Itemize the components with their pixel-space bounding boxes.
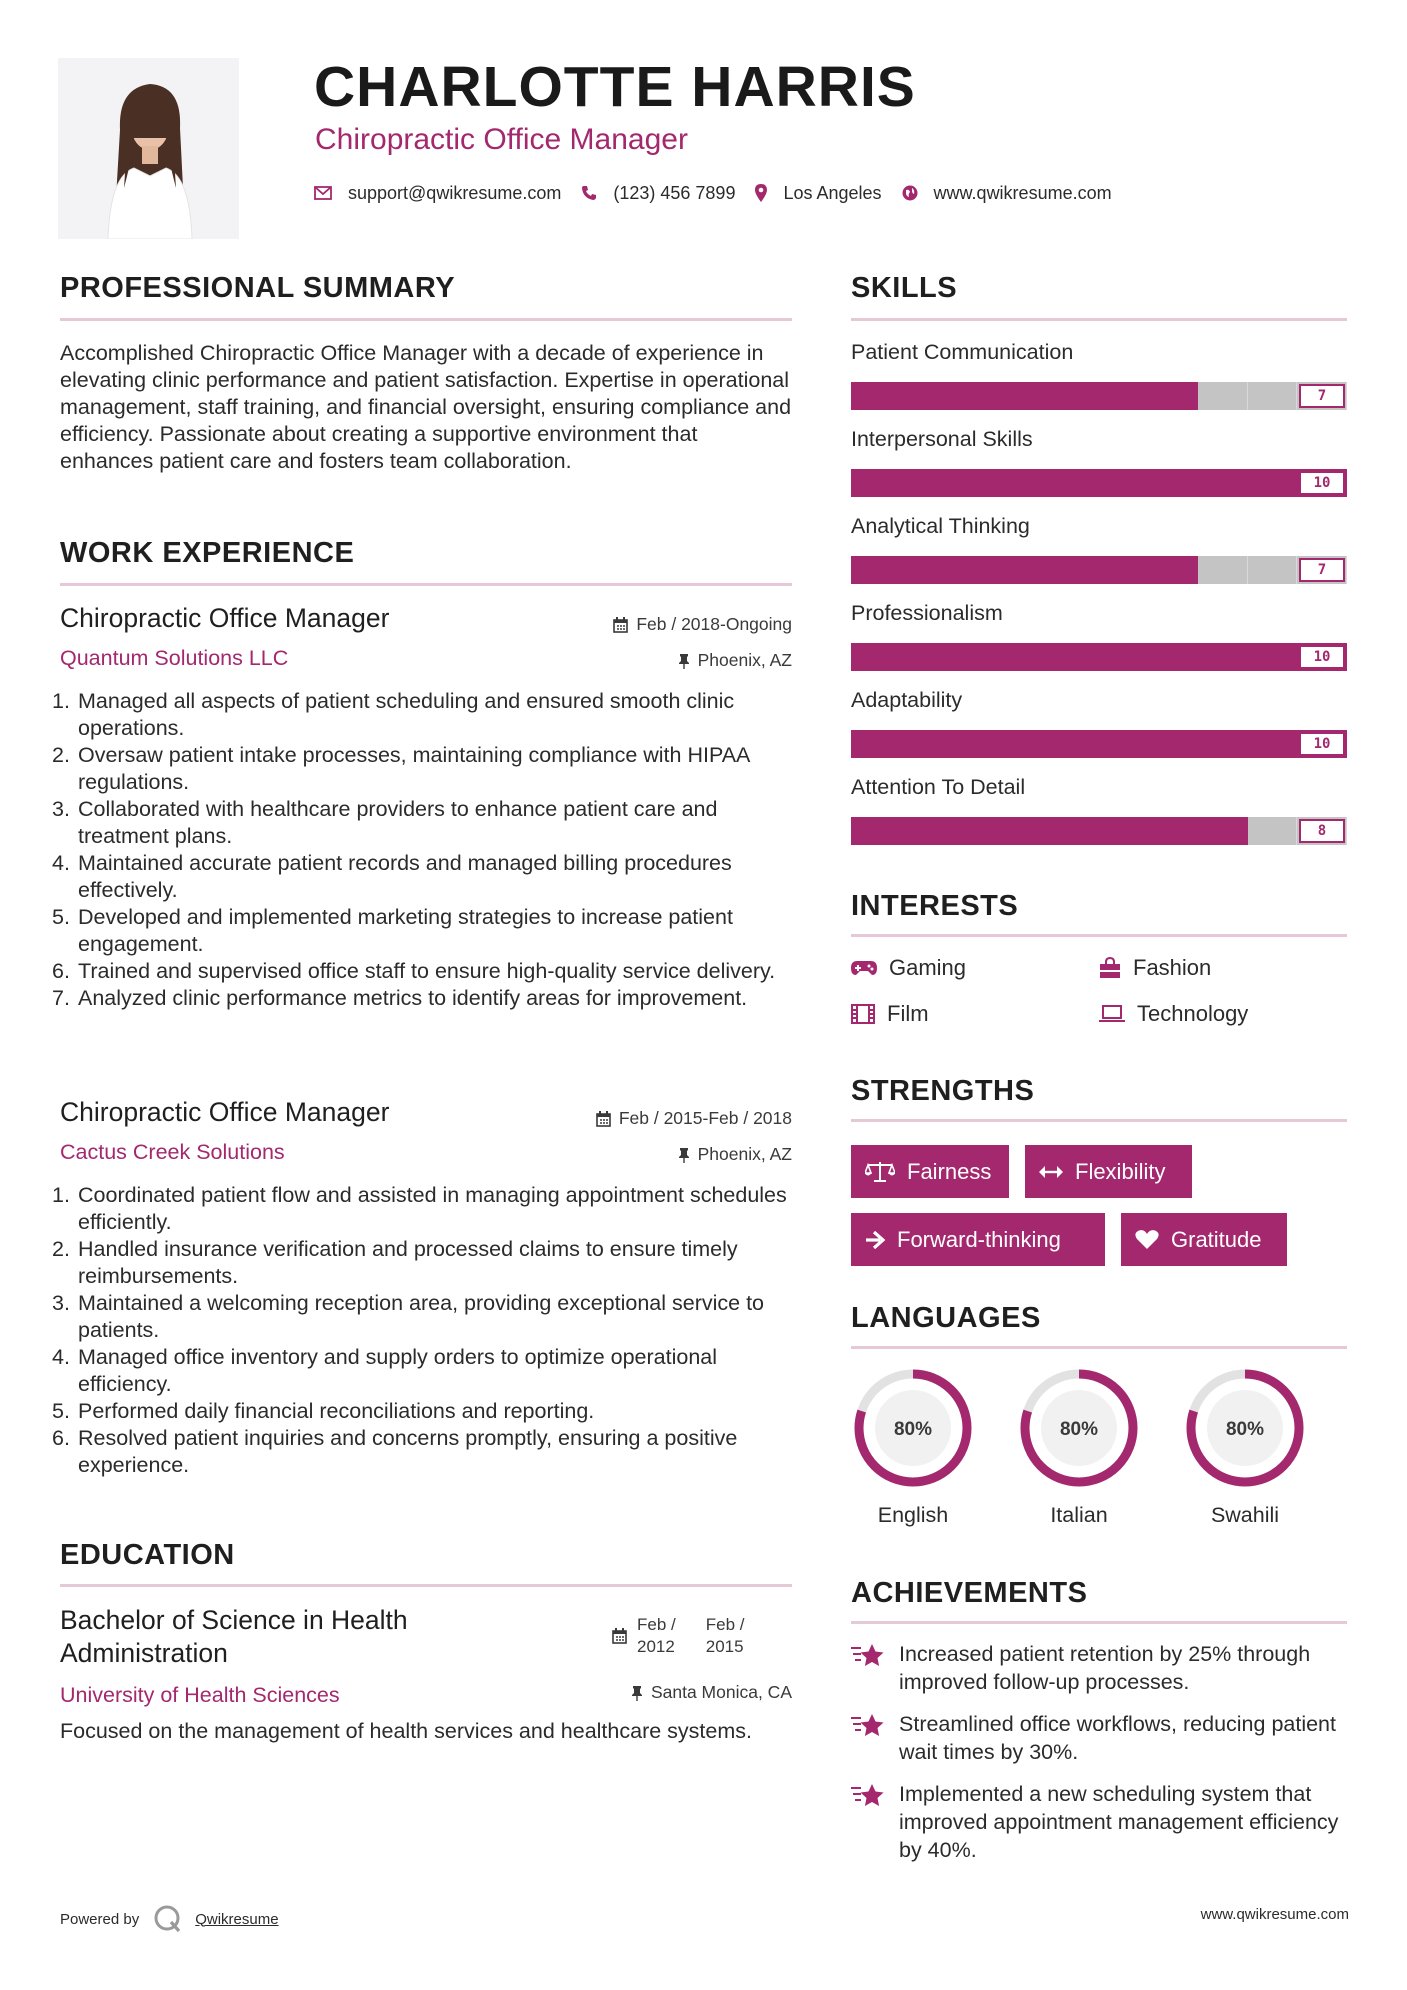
contact-bar	[314, 178, 1132, 208]
pin-icon	[678, 1147, 690, 1163]
job-bullet	[52, 1425, 800, 1479]
bullet-text: Developed and implemented marketing strategies to increase patient engagement.	[78, 905, 733, 956]
job-location	[678, 650, 792, 671]
arrow-right-icon	[865, 1231, 885, 1249]
bullet-text: Trained and supervised office staff to ensure high-quality service delivery.	[78, 959, 776, 983]
job-title: Chiropractic Office Manager	[60, 1097, 390, 1127]
language-percent: 80%	[1059, 1419, 1099, 1440]
email-text: support@qwikresume.com	[348, 182, 562, 203]
interest-label: Film	[887, 1001, 929, 1026]
interest-item	[851, 955, 966, 981]
film-icon	[851, 1004, 875, 1024]
strengths-divider	[851, 1119, 1347, 1122]
skill-label: Attention To Detail	[851, 775, 1026, 799]
calendar-icon	[613, 617, 628, 633]
powered-by-text: Powered by	[60, 1910, 140, 1928]
bullet-number: 5.	[52, 1399, 70, 1423]
job-bullet-list	[52, 1182, 800, 1479]
language-name: Swahili	[1210, 1503, 1280, 1527]
job-bullet	[52, 985, 800, 1012]
strength-chip	[851, 1213, 1105, 1266]
skill-bar-segment	[1198, 556, 1248, 584]
education-start-month: Feb /	[637, 1615, 676, 1634]
skill-bar	[851, 469, 1347, 497]
job-bullet	[52, 796, 800, 850]
language-ring	[851, 1366, 975, 1495]
interest-item	[1099, 955, 1211, 981]
skill-bar-fill	[851, 817, 1248, 845]
interests-heading: INTERESTS	[851, 890, 1019, 922]
bullet-number: 4.	[52, 851, 70, 875]
bullet-number: 4.	[52, 1345, 70, 1369]
contact-email[interactable]	[314, 183, 561, 204]
language-ring-chart	[851, 1366, 975, 1490]
bullet-text: Managed office inventory and supply orders to optimize operational efficiency.	[78, 1345, 718, 1396]
job-bullet	[52, 1182, 800, 1236]
job-bullet	[52, 958, 800, 985]
bullet-text: Resolved patient inquiries and concerns promptly, ensuring a positive experience.	[78, 1426, 738, 1477]
achievements-divider	[851, 1621, 1347, 1624]
skill-bar-fill	[851, 730, 1347, 758]
star-badge-icon	[851, 1712, 885, 1740]
skills-heading: SKILLS	[851, 272, 958, 304]
job-bullet	[52, 904, 800, 958]
phone-icon	[581, 185, 597, 201]
education-dates	[612, 1614, 745, 1658]
language-ring-chart	[1017, 1366, 1141, 1490]
strengths-heading: STRENGTHS	[851, 1075, 1035, 1107]
bullet-text: Maintained accurate patient records and managed billing procedures effectively.	[78, 851, 732, 902]
skill-bar	[851, 556, 1347, 584]
arrows-horizontal-icon	[1039, 1165, 1063, 1179]
summary-text: Accomplished Chiropractic Office Manager with a decade of experience in elevating clinic performance and patient satisfaction. Expertise in operational management, staff training, and financial oversight, ensuring compliance and efficiency. Passionate about creating a supportive environment that enhances patient care and fosters team collaboration.	[60, 341, 792, 473]
bullet-text: Handled insurance verification and processed claims to ensure timely reimbursements.	[78, 1237, 738, 1288]
bullet-number: 6.	[52, 959, 70, 983]
bullet-text: Oversaw patient intake processes, maintaining compliance with HIPAA regulations.	[78, 743, 750, 794]
company-name: Quantum Solutions LLC	[60, 646, 289, 670]
profile-photo	[58, 58, 239, 239]
experience-divider	[60, 583, 792, 586]
map-marker-icon	[755, 184, 767, 202]
website-text: www.qwikresume.com	[933, 182, 1112, 203]
bullet-text: Analyzed clinic performance metrics to identify areas for improvement.	[78, 986, 748, 1010]
education-end-month: Feb /	[705, 1615, 745, 1634]
balance-scale-icon	[865, 1161, 895, 1183]
language-percent: 80%	[893, 1419, 933, 1440]
skill-score-badge: 7	[1299, 558, 1345, 582]
star-badge-icon	[851, 1782, 885, 1810]
skill-score-badge: 10	[1299, 732, 1345, 756]
skill-label: Analytical Thinking	[851, 514, 1030, 538]
bullet-text: Managed all aspects of patient scheduling and ensured smooth clinic operations.	[78, 689, 735, 740]
bullet-number: 3.	[52, 797, 70, 821]
gamepad-icon	[851, 960, 877, 976]
bullet-text: Collaborated with healthcare providers to enhance patient care and treatment plans.	[78, 797, 718, 848]
job-dates-text: Feb / 2018-Ongoing	[636, 614, 792, 634]
strength-chip	[1121, 1213, 1287, 1266]
education-description: Focused on the management of health services and healthcare systems.	[60, 1719, 752, 1743]
bullet-text: Coordinated patient flow and assisted in managing appointment schedules efficiently.	[78, 1183, 787, 1234]
education-location-text: Santa Monica, CA	[650, 1682, 792, 1702]
pin-icon	[631, 1685, 643, 1701]
strength-label: Gratitude	[1171, 1226, 1262, 1252]
languages-divider	[851, 1346, 1347, 1349]
shopping-bag-icon	[1099, 957, 1121, 979]
languages-heading: LANGUAGES	[851, 1302, 1041, 1334]
job-bullet	[52, 1290, 800, 1344]
job-bullet-list	[52, 688, 800, 1012]
job-location	[678, 1144, 792, 1165]
achievements-heading: ACHIEVEMENTS	[851, 1577, 1088, 1609]
skill-bar-fill	[851, 382, 1198, 410]
skill-bar-fill	[851, 556, 1198, 584]
bullet-number: 2.	[52, 1237, 70, 1261]
strength-label: Forward-thinking	[897, 1226, 1061, 1252]
star-badge-icon	[851, 1642, 885, 1670]
achievement-item	[851, 1710, 1351, 1766]
achievement-item	[851, 1780, 1351, 1864]
candidate-name: CHARLOTTE HARRIS	[314, 55, 916, 119]
degree-title: Bachelor of Science in Health Administration	[60, 1605, 408, 1668]
language-percent: 80%	[1225, 1419, 1265, 1440]
globe-icon	[902, 185, 918, 201]
skills-divider	[851, 318, 1347, 321]
skill-bar	[851, 643, 1347, 671]
bullet-text: Performed daily financial reconciliations and reporting.	[78, 1399, 595, 1423]
footer-credit	[60, 1904, 279, 1934]
job-dates-text: Feb / 2015-Feb / 2018	[618, 1108, 792, 1128]
skill-score-badge: 7	[1299, 384, 1345, 408]
achievement-text: Streamlined office workflows, reducing patient wait times by 30%.	[899, 1712, 1336, 1764]
summary-divider	[60, 318, 792, 321]
phone-text: (123) 456 7899	[613, 182, 736, 203]
laptop-icon	[1099, 1005, 1125, 1023]
experience-heading: WORK EXPERIENCE	[60, 537, 355, 569]
skill-bar	[851, 817, 1347, 845]
strength-label: Fairness	[907, 1158, 992, 1184]
job-bullet	[52, 1236, 800, 1290]
interest-item	[1099, 1001, 1248, 1027]
pin-icon	[678, 653, 690, 669]
skill-label: Interpersonal Skills	[851, 427, 1033, 451]
contact-website[interactable]	[902, 183, 1112, 204]
strength-label: Flexibility	[1075, 1158, 1166, 1184]
job-bullet	[52, 742, 800, 796]
skill-bar	[851, 730, 1347, 758]
education-location	[631, 1682, 792, 1703]
education-end	[706, 1614, 745, 1658]
contact-location	[755, 183, 881, 204]
skill-bar-segment	[1248, 382, 1298, 410]
bullet-text: Maintained a welcoming reception area, providing exceptional service to patients.	[78, 1291, 764, 1342]
school-name: University of Health Sciences	[60, 1683, 340, 1707]
job-dates	[613, 614, 792, 635]
interest-label: Technology	[1137, 1001, 1249, 1026]
education-start	[637, 1614, 676, 1658]
job-bullet	[52, 1344, 800, 1398]
job-location-text: Phoenix, AZ	[697, 650, 792, 670]
qwikresume-link[interactable]: Qwikresume	[195, 1910, 279, 1928]
skill-bar-segment	[1248, 556, 1298, 584]
bullet-number: 3.	[52, 1291, 70, 1315]
job-location-text: Phoenix, AZ	[697, 1144, 792, 1164]
bullet-number: 2.	[52, 743, 70, 767]
language-ring	[1183, 1366, 1307, 1495]
skill-bar-fill	[851, 643, 1347, 671]
bullet-number: 5.	[52, 905, 70, 929]
language-name: English	[877, 1503, 949, 1527]
education-heading: EDUCATION	[60, 1539, 235, 1571]
skill-bar-segment	[1248, 817, 1298, 845]
skill-score-badge: 8	[1299, 819, 1345, 843]
calendar-icon	[612, 1628, 627, 1644]
interest-label: Gaming	[889, 955, 967, 980]
language-name: Italian	[1050, 1503, 1108, 1527]
skill-score-badge: 10	[1299, 471, 1345, 495]
skill-bar	[851, 382, 1347, 410]
achievement-text: Implemented a new scheduling system that improved appointment management efficiency by 40%.	[899, 1782, 1339, 1862]
interest-label: Fashion	[1133, 955, 1212, 980]
bullet-number: 6.	[52, 1426, 70, 1450]
language-ring	[1017, 1366, 1141, 1495]
education-end-year: 2015	[705, 1637, 744, 1656]
bullet-number: 1.	[52, 689, 70, 713]
footer-url[interactable]: www.qwikresume.com	[1200, 1906, 1349, 1923]
job-title: Chiropractic Office Manager	[60, 603, 390, 633]
envelope-icon	[314, 186, 332, 200]
skill-bar-fill	[851, 469, 1347, 497]
strength-chip	[851, 1145, 1009, 1198]
calendar-icon	[596, 1111, 611, 1127]
company-name: Cactus Creek Solutions	[60, 1140, 285, 1164]
bullet-number: 7.	[52, 986, 70, 1010]
strength-chip	[1025, 1145, 1192, 1198]
education-divider	[60, 1584, 792, 1587]
job-bullet	[52, 1398, 800, 1425]
skill-label: Adaptability	[851, 688, 963, 712]
skill-label: Patient Communication	[851, 340, 1074, 364]
bullet-number: 1.	[52, 1183, 70, 1207]
summary-heading: PROFESSIONAL SUMMARY	[60, 272, 456, 304]
skill-score-badge: 10	[1299, 645, 1345, 669]
contact-phone[interactable]	[581, 183, 735, 204]
job-bullet	[52, 850, 800, 904]
location-text: Los Angeles	[783, 182, 882, 203]
achievement-item	[851, 1640, 1351, 1696]
candidate-role: Chiropractic Office Manager	[315, 123, 688, 156]
job-bullet	[52, 688, 800, 742]
skill-label: Professionalism	[851, 601, 1003, 625]
education-start-year: 2012	[637, 1637, 675, 1656]
interest-item	[851, 1001, 929, 1027]
job-dates	[596, 1108, 792, 1129]
interests-divider	[851, 934, 1347, 937]
skill-bar-segment	[1198, 382, 1248, 410]
language-ring-chart	[1183, 1366, 1307, 1490]
heart-icon	[1135, 1229, 1159, 1250]
achievement-text: Increased patient retention by 25% through improved follow-up processes.	[899, 1642, 1311, 1694]
qwikresume-logo-icon	[153, 1904, 183, 1934]
